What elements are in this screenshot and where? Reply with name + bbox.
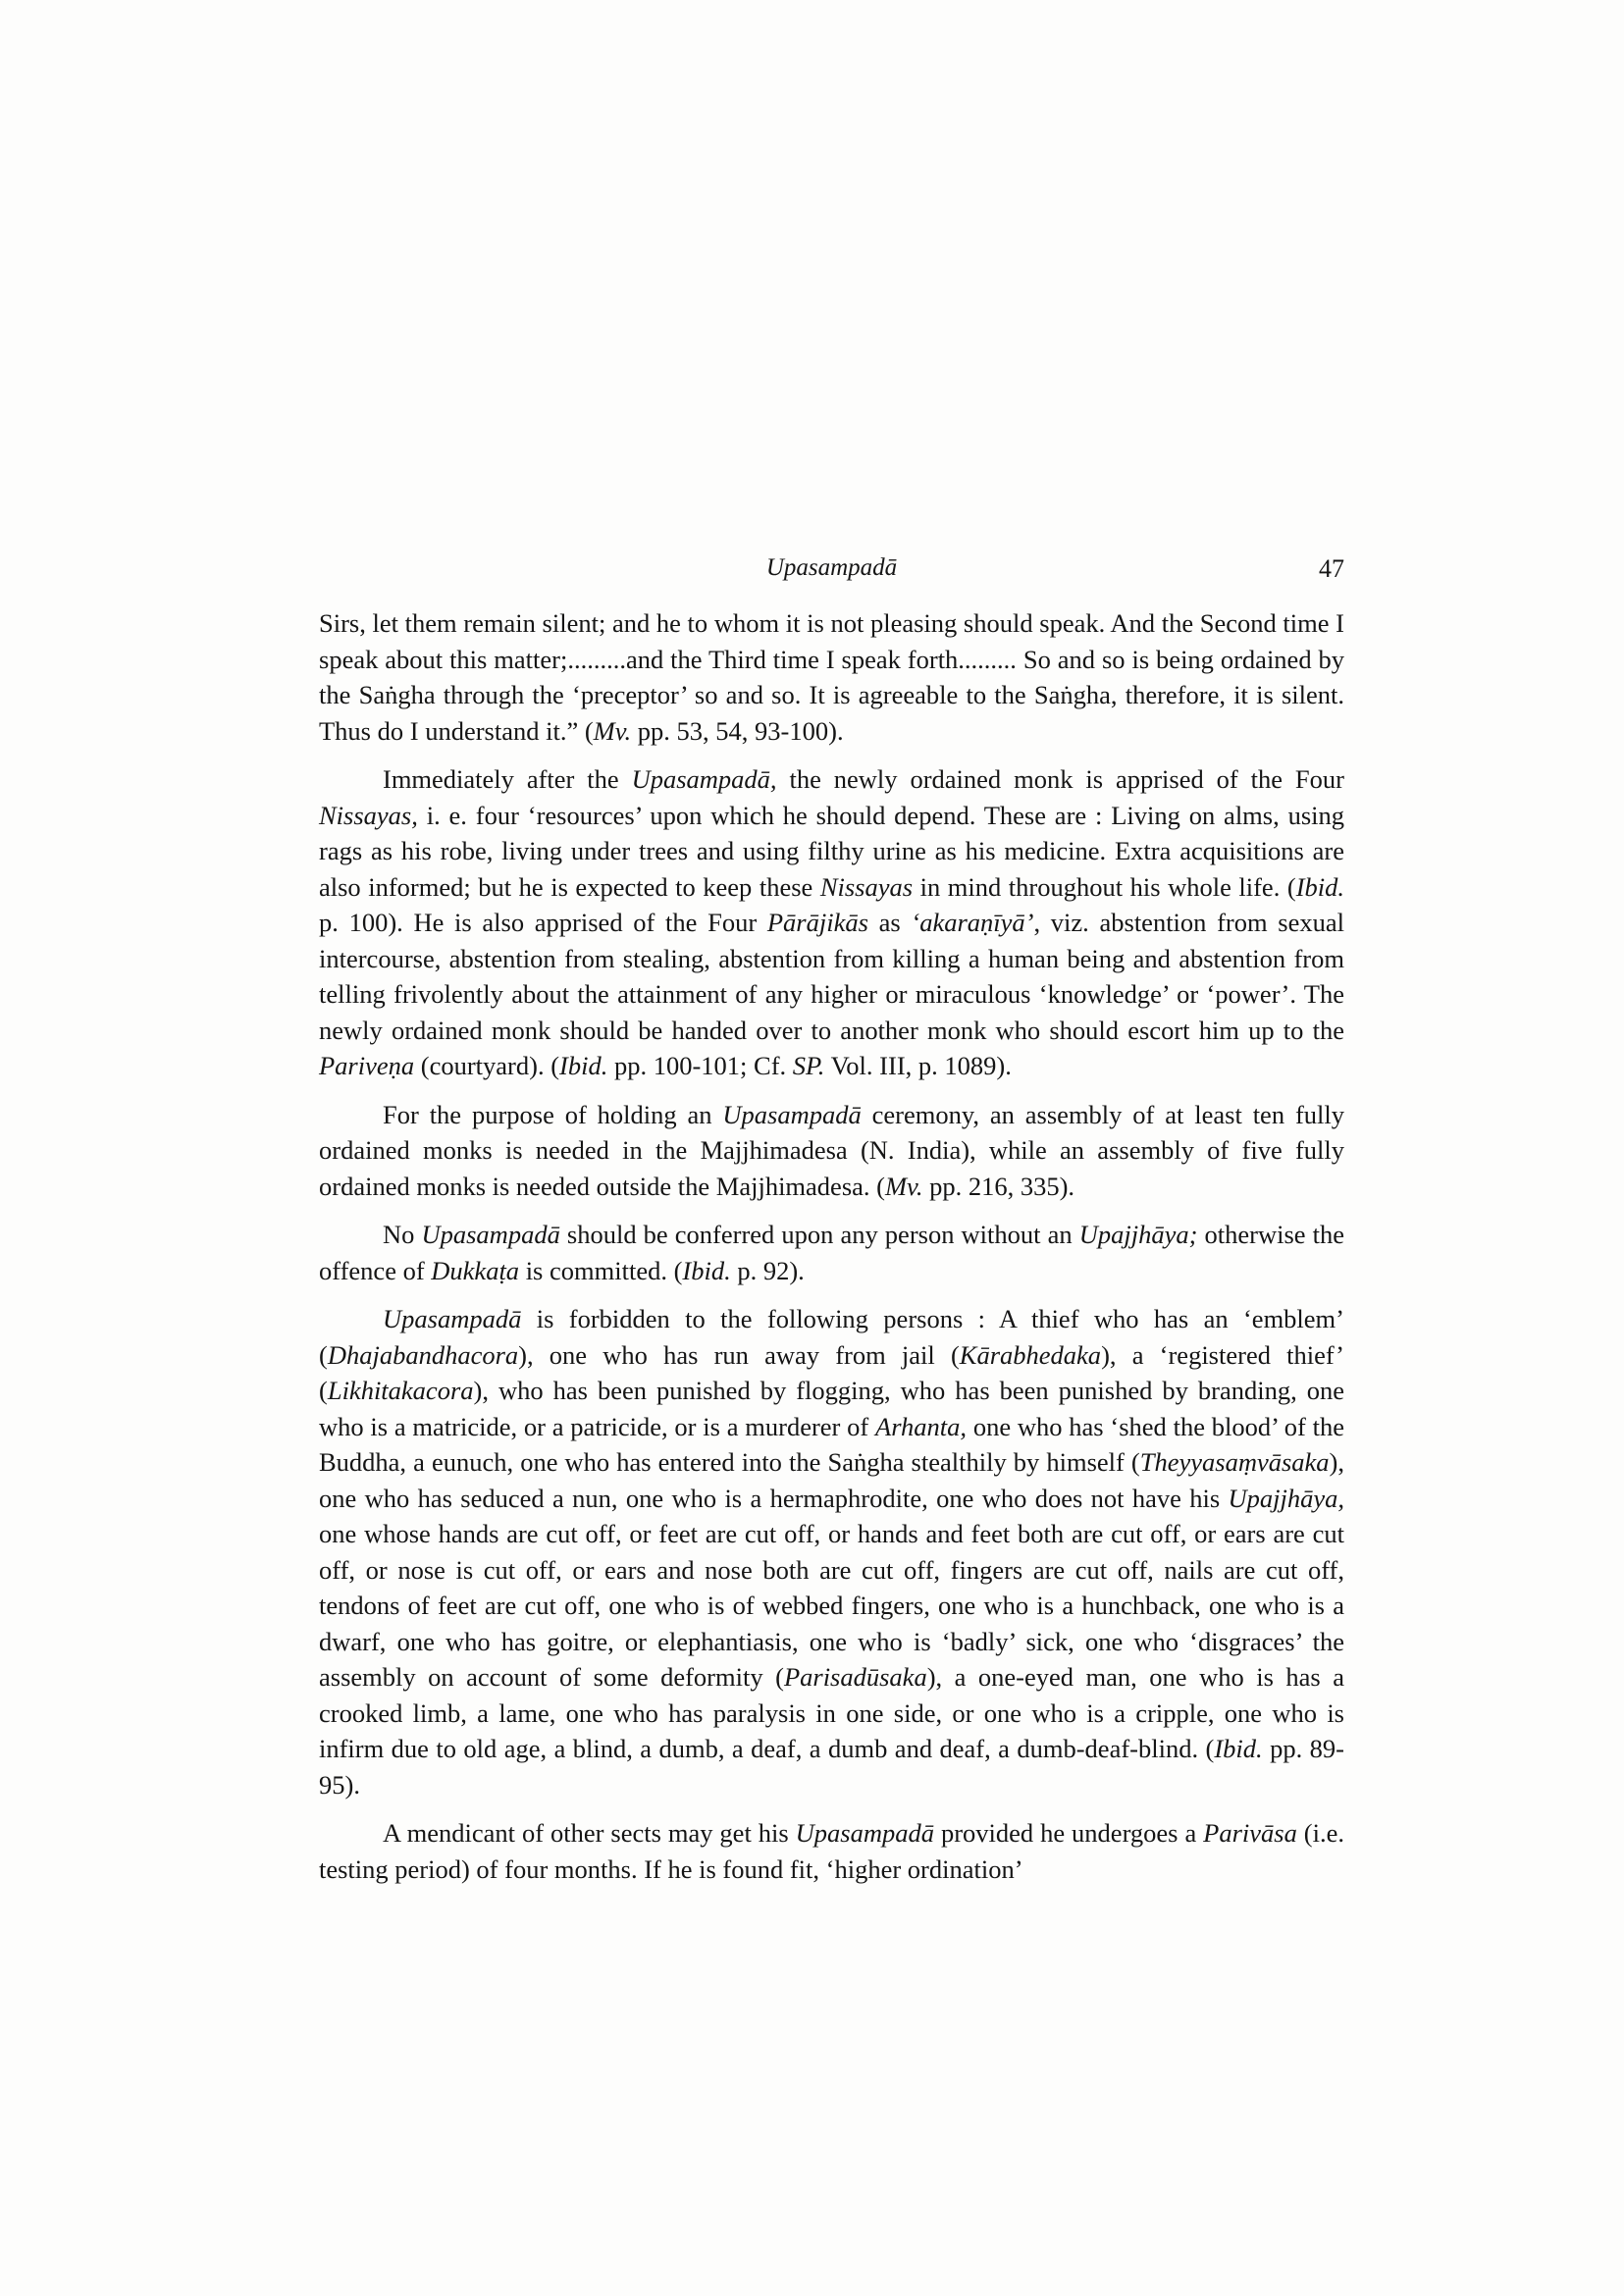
paragraph (319, 1097, 1344, 1205)
text-run: the newly ordained monk is apprised of the Four (776, 764, 1344, 794)
text-run: ), who has been punished by flogging, who has been punished by branding, one who is a matricide, or a patricide, or is a murderer of (319, 1376, 1344, 1441)
text-run: should be conferred upon any person without an (559, 1220, 1079, 1249)
italic-term: ‘akaraṇīyā’ (911, 908, 1034, 937)
text-run: p. 92). (730, 1255, 805, 1285)
text-run: as (867, 908, 912, 937)
text-run: p. 100). He is also apprised of the Four (319, 908, 767, 937)
paragraph (319, 1815, 1344, 1887)
italic-term: Parivāsa (1203, 1818, 1297, 1848)
italic-term: Upasampadā (421, 1220, 560, 1249)
text-run: (courtyard). ( (414, 1051, 560, 1080)
italic-term: Arhanta, (875, 1411, 968, 1441)
paragraph (319, 1217, 1344, 1288)
text-run: i. e. four ‘resources’ upon which he should depend. These are : Living on alms, using rags as his robe, living under trees and using filthy urine as his medicine. Extra acquisitions are also informed; but he is expected to keep these (319, 800, 1344, 902)
running-title: Upasampadā (765, 554, 898, 581)
italic-term: Theyyasaṃvāsaka (1139, 1447, 1330, 1477)
text-run: , viz. abstention from sexual intercourse, abstention from stealing, abstention from killing a human being and abstention from telling frivolently about the attainment of any higher or miraculous ‘knowledge’ or ‘power’. The newly ordained monk should be handed over to another monk who should escort him up to the (319, 908, 1345, 1045)
text-run: is committed. ( (519, 1255, 683, 1285)
italic-term: Upajjhāya, (1228, 1483, 1344, 1513)
italic-term: Ibid. (682, 1255, 731, 1285)
italic-term: Pārājikās (766, 908, 868, 937)
page-header (319, 554, 1344, 594)
italic-term: Mv. (593, 715, 632, 746)
text-run: No (383, 1220, 422, 1249)
italic-term: Dhajabandhacora (327, 1339, 519, 1370)
italic-term: Nissayas (819, 871, 914, 902)
italic-term: Upasampadā, (631, 764, 777, 794)
text-run: For the purpose of holding an (383, 1099, 723, 1129)
paragraph (319, 1301, 1344, 1802)
italic-term: Ibid. (559, 1051, 608, 1080)
italic-term: Ibid. (1214, 1734, 1263, 1763)
italic-term: Nissayas, (319, 800, 418, 830)
text-run: pp. 216, 335). (922, 1171, 1075, 1201)
italic-term: SP. (792, 1051, 825, 1080)
text-run: (i.e. testing period) of four months. If he is found fit, ‘higher ordination’ (319, 1818, 1344, 1884)
paragraph (319, 761, 1344, 1084)
text-run: ), a one-eyed man, one who is has a crooked limb, a lame, one who has paralysis in one side, or one who is a cripple, one who is infirm due to old age, a blind, a dumb, a deaf, a dumb and deaf, a dumb-deaf-blind. ( (319, 1662, 1345, 1763)
italic-term: Parisadūsaka (783, 1662, 927, 1692)
italic-term: Upasampadā (722, 1099, 862, 1129)
italic-term: Mv. (884, 1171, 923, 1201)
text-run: pp. 89-95). (319, 1734, 1344, 1800)
italic-term: Kārabhedaka (959, 1339, 1102, 1370)
italic-term: Likhitakacora (327, 1376, 474, 1405)
text-run: one whose hands are cut off, or feet are cut off, or hands and feet both are cut off, or ears are cut off, or nose is cut off, or ears and nose both are cut off, fingers are cut off, nails are cut off, tendons of feet are cut off, one who is of webbed fingers, one who is a hunchback, one who is a dwarf, one who has goitre, or elephantiasis, one who is ‘badly’ sick, one who ‘disgraces’ the assembly on account of some deformity ( (319, 1519, 1344, 1692)
text-run: pp. 100-101; Cf. (607, 1051, 793, 1080)
text-run: ), a ‘registered thief’ ( (319, 1339, 1344, 1405)
italic-term: Upasampadā (383, 1304, 522, 1333)
italic-term: Upasampadā (795, 1818, 934, 1848)
italic-term: Pariveṇa (319, 1051, 415, 1080)
text-run: provided he undergoes a (933, 1818, 1204, 1848)
text-run: Vol. III, p. 1089). (824, 1051, 1012, 1080)
body-text (319, 605, 1344, 1900)
text-run: ), one who has run away from jail ( (518, 1339, 960, 1370)
text-run: ceremony, an assembly of at least ten fully ordained monks is needed in the Majjhimadesa (N. India), while an assembly of five fully ordained monks is needed outside the Majjhimadesa. ( (319, 1099, 1344, 1201)
italic-term: Dukkaṭa (431, 1255, 520, 1285)
text-run: pp. 53, 54, 93-100). (631, 715, 844, 746)
italic-term: Ibid. (1295, 871, 1344, 902)
text-run: is forbidden to the following persons : A thief who has an ‘emblem’ ( (319, 1304, 1344, 1370)
paragraph (319, 605, 1344, 749)
text-run: otherwise the offence of (319, 1220, 1344, 1285)
text-run: in mind throughout his whole life. ( (913, 871, 1296, 902)
italic-term: Upajjhāya; (1078, 1220, 1198, 1249)
page-number: 47 (1319, 554, 1344, 583)
text-run: ), one who has seduced a nun, one who is a hermaphrodite, one who does not have his (319, 1447, 1344, 1513)
text-run: A mendicant of other sects may get his (383, 1818, 796, 1848)
text-run: one who has ‘shed the blood’ of the Buddha, a eunuch, one who has entered into the Saṅgha stealthily by himself ( (319, 1411, 1344, 1477)
text-run: Immediately after the (383, 764, 632, 794)
text-run: Sirs, let them remain silent; and he to whom it is not pleasing should speak. And the Second time I speak about this matter;.........and the Third time I speak forth......... So and so is being ordained by the Saṅgha through the ‘preceptor’ so and so. It is agreeable to the Saṅgha, therefore, it is silent. Thus do I understand it.” ( (319, 608, 1344, 746)
